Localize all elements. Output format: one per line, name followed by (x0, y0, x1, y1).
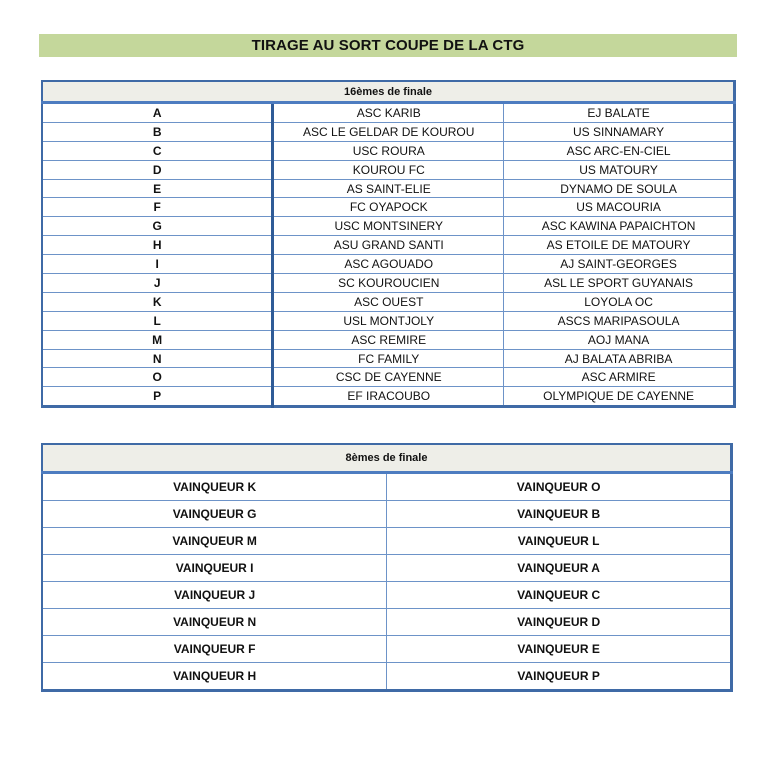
away-slot: VAINQUEUR E (387, 636, 732, 663)
match-row (42, 311, 735, 330)
match-row (42, 473, 732, 501)
away-team: US SINNAMARY (504, 122, 735, 141)
match-row (42, 368, 735, 387)
home-team: CSC DE CAYENNE (273, 368, 504, 387)
away-team: AJ SAINT-GEORGES (504, 255, 735, 274)
away-team: OLYMPIQUE DE CAYENNE (504, 387, 735, 407)
away-team: ASL LE SPORT GUYANAIS (504, 274, 735, 293)
away-team: US MACOURIA (504, 198, 735, 217)
home-team: ASC KARIB (273, 103, 504, 123)
away-team: DYNAMO DE SOULA (504, 179, 735, 198)
match-letter: L (42, 311, 273, 330)
home-team: ASC REMIRE (273, 330, 504, 349)
match-row (42, 141, 735, 160)
match-row (42, 274, 735, 293)
away-team: ASCS MARIPASOULA (504, 311, 735, 330)
away-slot: VAINQUEUR B (387, 501, 732, 528)
match-row (42, 528, 732, 555)
home-team: ASC AGOUADO (273, 255, 504, 274)
home-team: ASU GRAND SANTI (273, 236, 504, 255)
home-slot: VAINQUEUR M (42, 528, 387, 555)
match-row (42, 122, 735, 141)
home-slot: VAINQUEUR H (42, 663, 387, 691)
away-slot: VAINQUEUR C (387, 582, 732, 609)
round-of-16-table (41, 443, 733, 692)
home-team: ASC LE GELDAR DE KOUROU (273, 122, 504, 141)
home-slot: VAINQUEUR J (42, 582, 387, 609)
away-team: ASC KAWINA PAPAICHTON (504, 217, 735, 236)
home-slot: VAINQUEUR G (42, 501, 387, 528)
away-team: LOYOLA OC (504, 292, 735, 311)
round-of-32-table (41, 80, 736, 408)
match-letter: G (42, 217, 273, 236)
home-team: FC OYAPOCK (273, 198, 504, 217)
home-team: USC MONTSINERY (273, 217, 504, 236)
round-of-32-heading: 16èmes de finale (42, 81, 735, 103)
home-slot: VAINQUEUR N (42, 609, 387, 636)
home-team: USL MONTJOLY (273, 311, 504, 330)
match-row (42, 198, 735, 217)
away-team: AS ETOILE DE MATOURY (504, 236, 735, 255)
match-row (42, 349, 735, 368)
home-team: EF IRACOUBO (273, 387, 504, 407)
match-row (42, 292, 735, 311)
match-letter: E (42, 179, 273, 198)
document-title: TIRAGE AU SORT COUPE DE LA CTG (39, 34, 737, 57)
match-letter: M (42, 330, 273, 349)
home-team: SC KOUROUCIEN (273, 274, 504, 293)
match-letter: N (42, 349, 273, 368)
match-row (42, 501, 732, 528)
match-letter: B (42, 122, 273, 141)
match-row (42, 636, 732, 663)
away-team: ASC ARC-EN-CIEL (504, 141, 735, 160)
match-row (42, 160, 735, 179)
match-row (42, 179, 735, 198)
home-team: FC FAMILY (273, 349, 504, 368)
match-row (42, 330, 735, 349)
away-slot: VAINQUEUR A (387, 555, 732, 582)
home-slot: VAINQUEUR K (42, 473, 387, 501)
match-letter: P (42, 387, 273, 407)
away-team: AOJ MANA (504, 330, 735, 349)
match-letter: I (42, 255, 273, 274)
match-letter: O (42, 368, 273, 387)
match-row (42, 255, 735, 274)
away-slot: VAINQUEUR P (387, 663, 732, 691)
away-team: ASC ARMIRE (504, 368, 735, 387)
match-letter: K (42, 292, 273, 311)
away-slot: VAINQUEUR L (387, 528, 732, 555)
round-of-32-header-row (42, 81, 735, 103)
match-row (42, 582, 732, 609)
match-row (42, 387, 735, 407)
round-of-16-header-row (42, 444, 732, 473)
match-letter: J (42, 274, 273, 293)
match-letter: F (42, 198, 273, 217)
away-team: EJ BALATE (504, 103, 735, 123)
match-letter: H (42, 236, 273, 255)
home-team: AS SAINT-ELIE (273, 179, 504, 198)
match-row (42, 609, 732, 636)
home-team: ASC OUEST (273, 292, 504, 311)
match-letter: A (42, 103, 273, 123)
away-team: US MATOURY (504, 160, 735, 179)
home-team: USC ROURA (273, 141, 504, 160)
home-team: KOUROU FC (273, 160, 504, 179)
round-of-16-heading: 8èmes de finale (42, 444, 732, 473)
match-letter: D (42, 160, 273, 179)
home-slot: VAINQUEUR F (42, 636, 387, 663)
match-row (42, 217, 735, 236)
match-row (42, 103, 735, 123)
home-slot: VAINQUEUR I (42, 555, 387, 582)
match-row (42, 663, 732, 691)
away-team: AJ BALATA ABRIBA (504, 349, 735, 368)
away-slot: VAINQUEUR D (387, 609, 732, 636)
away-slot: VAINQUEUR O (387, 473, 732, 501)
match-row (42, 236, 735, 255)
match-letter: C (42, 141, 273, 160)
match-row (42, 555, 732, 582)
